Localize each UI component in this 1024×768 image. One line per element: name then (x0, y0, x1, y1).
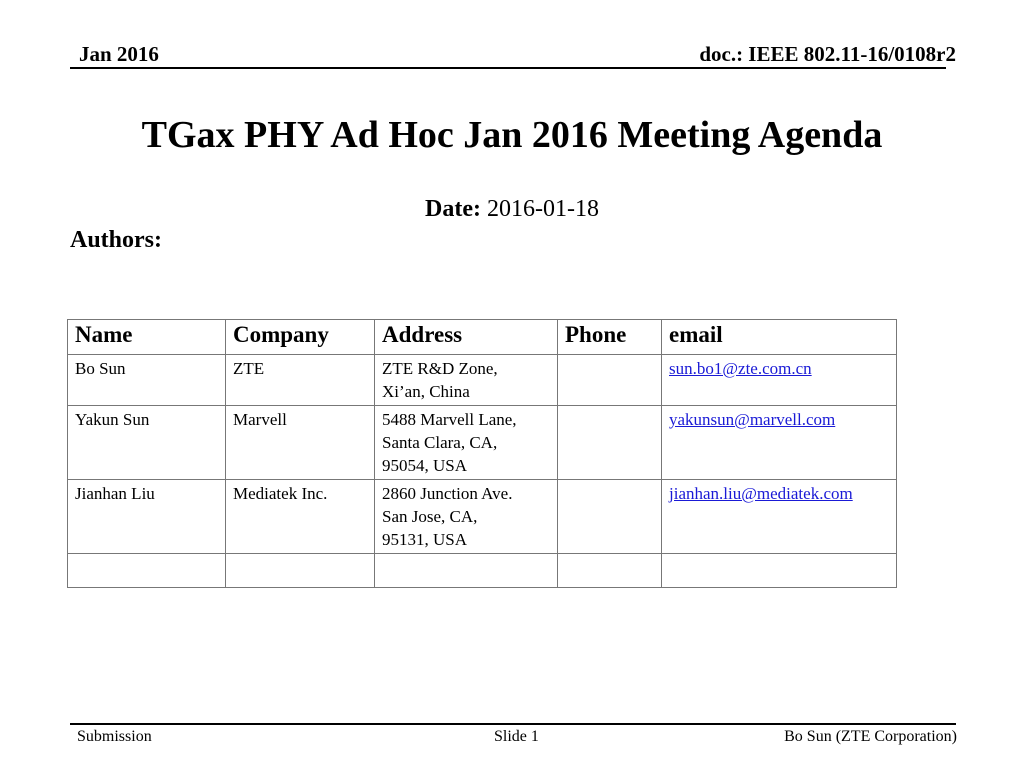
authors-table (67, 319, 897, 588)
header-divider (70, 67, 946, 69)
cell-company: Marvell (226, 406, 375, 480)
authors-label: Authors: (70, 227, 163, 253)
cell-company: ZTE (226, 355, 375, 406)
address-line: 95131, USA (382, 530, 468, 549)
cell-phone (558, 554, 662, 588)
table-row-empty (68, 554, 897, 588)
column-header-email: email (662, 320, 897, 355)
footer-slide-number: Slide 1 (494, 728, 539, 745)
cell-company (226, 554, 375, 588)
cell-address (375, 406, 558, 480)
cell-email (662, 406, 897, 480)
column-header-phone: Phone (558, 320, 662, 355)
cell-email (662, 480, 897, 554)
cell-name: Jianhan Liu (68, 480, 226, 554)
date-label: Date: (425, 196, 481, 222)
header-doc-id: doc.: IEEE 802.11-16/0108r2 (699, 42, 956, 66)
column-header-name: Name (68, 320, 226, 355)
table-header-row (68, 320, 897, 355)
column-header-address: Address (375, 320, 558, 355)
table-row (68, 480, 897, 554)
table-row (68, 406, 897, 480)
cell-email (662, 554, 897, 588)
address-line: 5488 Marvell Lane, (382, 410, 517, 429)
email-link[interactable]: jianhan.liu@mediatek.com (669, 484, 853, 503)
slide-title: TGax PHY Ad Hoc Jan 2016 Meeting Agenda (141, 114, 883, 156)
date-line (0, 196, 1024, 223)
date-value: 2016-01-18 (486, 196, 599, 222)
cell-address (375, 480, 558, 554)
email-link[interactable]: sun.bo1@zte.com.cn (669, 359, 812, 378)
cell-name: Bo Sun (68, 355, 226, 406)
cell-phone (558, 480, 662, 554)
cell-phone (558, 355, 662, 406)
address-line: Santa Clara, CA, (382, 433, 498, 452)
cell-email (662, 355, 897, 406)
cell-phone (558, 406, 662, 480)
cell-address (375, 554, 558, 588)
address-line: ZTE R&D Zone, (382, 359, 498, 378)
table-row (68, 355, 897, 406)
cell-address (375, 355, 558, 406)
address-line: 2860 Junction Ave. (382, 484, 513, 503)
footer-divider (70, 723, 956, 725)
address-line: Xi’an, China (382, 382, 470, 401)
cell-name: Yakun Sun (68, 406, 226, 480)
footer-submission: Submission (77, 728, 152, 745)
footer-author: Bo Sun (ZTE Corporation) (784, 728, 957, 745)
cell-name (68, 554, 226, 588)
address-line: 95054, USA (382, 456, 468, 475)
email-link[interactable]: yakunsun@marvell.com (669, 410, 836, 429)
address-line: San Jose, CA, (382, 507, 478, 526)
column-header-company: Company (226, 320, 375, 355)
cell-company: Mediatek Inc. (226, 480, 375, 554)
header-date: Jan 2016 (79, 42, 159, 66)
